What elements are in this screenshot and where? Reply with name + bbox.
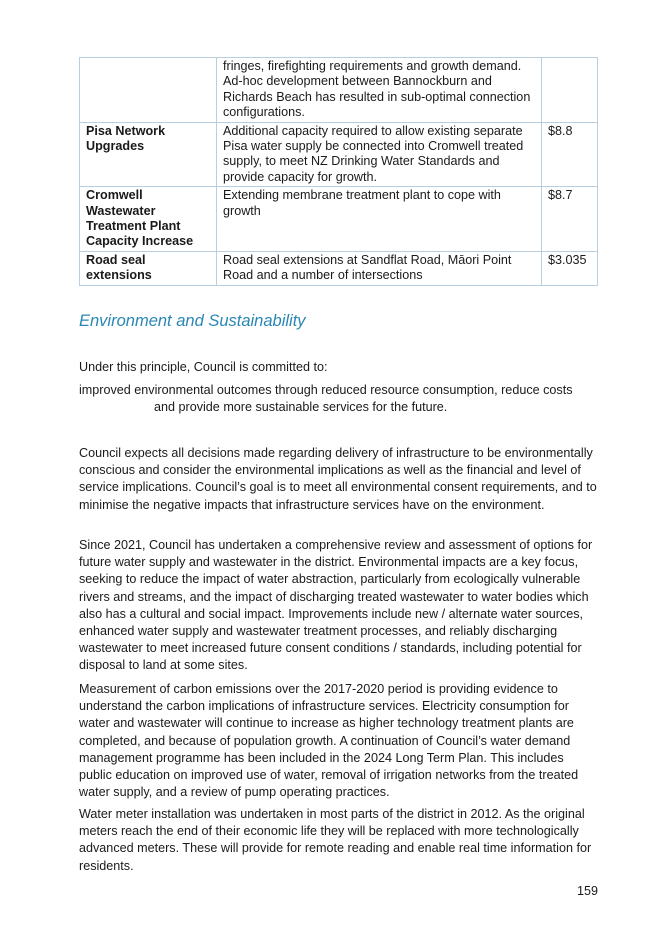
body-paragraph: Water meter installation was undertaken in most parts of the district in 2012. As the original meters reach the end of their economic life they will be replaced with more technologically advanced meters. These will provide for remote reading and enable real time information for residents. (79, 807, 592, 873)
projects-table (79, 57, 598, 286)
project-name-cell: Road seal extensions (80, 251, 217, 285)
project-name-cell: Pisa Network Upgrades (80, 122, 217, 187)
commitment-line-2: and provide more sustainable services for the future. (154, 400, 448, 415)
project-description-cell: Additional capacity required to allow existing separate Pisa water supply be connected into Cromwell treated supply, to meet NZ Drinking Water Standards and provide capacity for growth. (217, 122, 542, 187)
project-name-cell: Cromwell Wastewater Treatment Plant Capacity Increase (80, 187, 217, 252)
project-name-cell (80, 58, 217, 123)
body-paragraph: Measurement of carbon emissions over the 2017-2020 period is providing evidence to understand the carbon implications of infrastructure services. Electricity consumption for water and wastewater will continue to increase as higher technology treatment plants are completed, and because of population growth. A continuation of Council’s water demand management programme has been included in the 2024 Long Term Plan. This includes public education on improved use of water, removal of irrigation networks from the treated water supply, and a review of pump operating practices. (79, 682, 579, 800)
body-paragraph: Council expects all decisions made regarding delivery of infrastructure to be environmentally conscious and consider the environmental implications as well as the financial and level of service implications. Council’s goal is to meet all environmental consent requirements, and to minimise the negative impacts that infrastructure services have on the environment. (79, 446, 597, 512)
table-row (80, 251, 598, 285)
project-cost-cell: $8.8 (542, 122, 598, 187)
project-description-cell: fringes, firefighting requirements and growth demand. Ad-hoc development between Bannockburn and Richards Beach has resulted in sub-optimal connection configurations. (217, 58, 542, 123)
project-description-cell: Road seal extensions at Sandflat Road, Māori Point Road and a number of intersections (217, 251, 542, 285)
body-paragraph: Since 2021, Council has undertaken a comprehensive review and assessment of options for future water supply and wastewater in the district. Environmental impacts are a key focus, seeking to reduce the impact of water abstraction, particularly from ecologically vulnerable rivers and streams, and the impact of discharging treated wastewater to water bodies which also has a cultural and social impact. Improvements include new / alternate water sources, enhanced water supply and wastewater treatment processes, and reliably discharging wastewater to meet increased future consent conditions / standards, including potential for disposal to land at some sites. (79, 538, 593, 673)
commitment-text (79, 382, 599, 416)
table-row (80, 58, 598, 123)
commitment-line-1: improved environmental outcomes through reduced resource consumption, reduce costs (79, 383, 573, 397)
section-heading: Environment and Sustainability (79, 312, 306, 330)
intro-text: Under this principle, Council is committed to: (79, 360, 328, 374)
table-row (80, 122, 598, 187)
project-cost-cell (542, 58, 598, 123)
project-cost-cell: $3.035 (542, 251, 598, 285)
page-number: 159 (577, 884, 599, 898)
table-row (80, 187, 598, 252)
project-description-cell: Extending membrane treatment plant to cope with growth (217, 187, 542, 252)
project-cost-cell: $8.7 (542, 187, 598, 252)
